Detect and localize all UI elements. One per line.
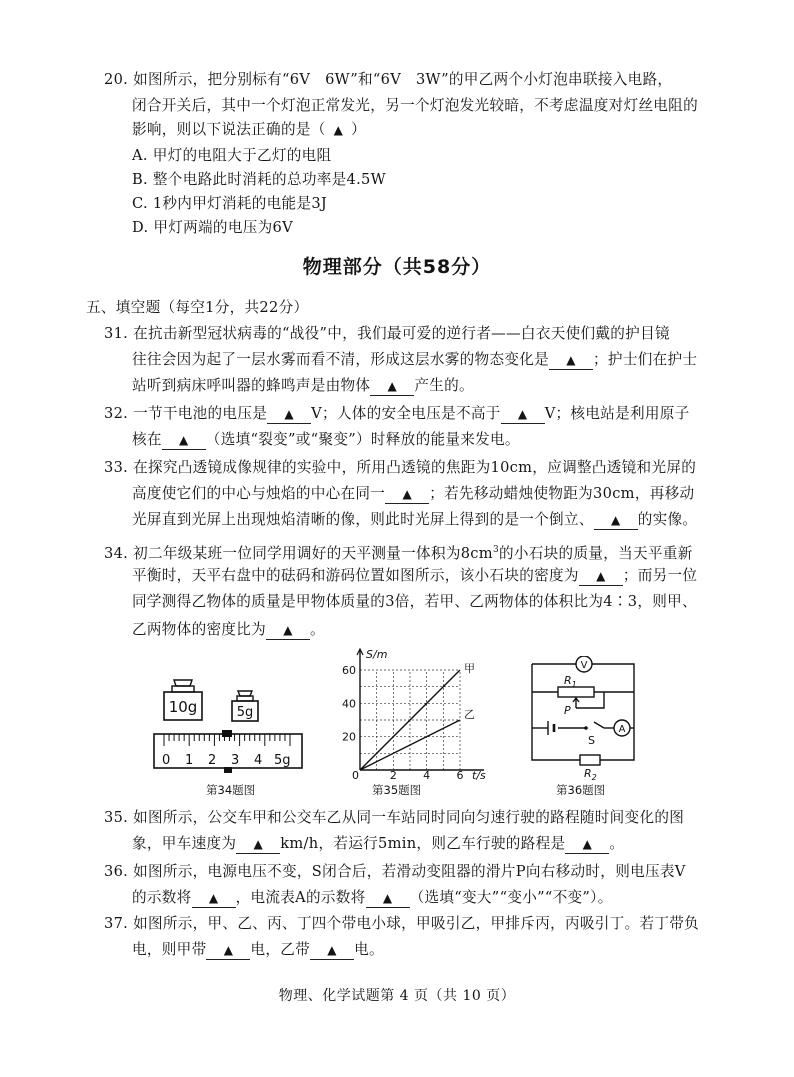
q20-line-1: 20. 如图所示，把分别标有“6V 6W”和“6V 3W”的甲乙两个小灯泡串联接入电路， [104, 71, 673, 88]
y-axis-label: S/m [366, 648, 388, 661]
y-tick-label: 60 [342, 664, 356, 677]
q20-line-3: 影响，则以下说法正确的是（ ▲ ） [132, 121, 367, 138]
q33-line-1: 33. 在探究凸透镜成像规律的实验中，所用凸透镜的焦距为10cm，应调整凸透镜和光屏的 [104, 459, 697, 476]
q34-line-4: 乙两物体的密度比为 ▲ 。 [132, 621, 325, 638]
svg-text:A: A [618, 724, 626, 735]
answer-blank: ▲ [501, 405, 545, 424]
section-title: 物理部分（共58分） [302, 256, 492, 278]
voltmeter-icon [576, 656, 592, 672]
svg-text:3: 3 [231, 753, 240, 768]
r1-label: $R_1$ [564, 674, 577, 689]
y-tick-label: 40 [342, 697, 356, 711]
chart-series [360, 662, 475, 770]
figure-34-caption: 第34题图 [206, 783, 256, 797]
weight-10g [164, 680, 202, 720]
svg-text:4: 4 [254, 753, 263, 768]
q31-line-3: 站听到病床呼叫器的蜂鸣声是由物体 ▲ 产生的。 [132, 377, 474, 394]
answer-blank: ▲ [236, 835, 280, 854]
page-footer: 物理、化学试题第 4 页（共 10 页） [278, 988, 516, 1004]
answer-blank: ▲ [162, 431, 206, 450]
switch-label: S [588, 734, 595, 747]
q32-line-2: 核在 ▲ （选填“裂变”或“聚变”）时释放的能量来发电。 [132, 431, 520, 448]
y-tick-label: 20 [342, 730, 356, 744]
q20-line-2: 闭合开关后，其中一个灯泡正常发光，另一个灯泡发光较暗，不考虑温度对灯丝电阻的 [132, 97, 698, 114]
figure-34-balance [150, 668, 310, 784]
answer-blank: ▲ [385, 485, 429, 504]
x-tick-label: 6 [456, 769, 464, 780]
q20-option-c: C. 1秒内甲灯消耗的电能是3J [132, 195, 328, 212]
ammeter-icon [614, 720, 630, 736]
figure-35-chart [336, 646, 496, 780]
slider-p-label: P [564, 704, 571, 717]
q34-line-1: 34. 初二年级某班一位同学用调好的天平测量一体积为$8cm^3$的小石块的质量，当天平重新 [104, 544, 693, 562]
q35-line-2: 象，甲车速度为 ▲ km/h，若运行5min，则乙车行驶的路程是 ▲ 。 [132, 835, 625, 852]
q35-line-1: 35. 如图所示，公交车甲和公交车乙从同一车站同时同向匀速行驶的路程随时间变化的图 [104, 809, 685, 826]
x-axis-label: t/s [472, 769, 486, 780]
q33-line-3: 光屏直到光屏上出现烛焰清晰的像，则此时光屏上得到的是一个倒立、 ▲ 的实像。 [132, 511, 698, 528]
answer-blank: ▲ [594, 511, 638, 530]
origin-label: 0 [352, 769, 359, 780]
q33-line-2: 高度使它们的中心与烛焰的中心在同一 ▲ ；若先移动蜡烛使物距为30cm，再移动 [132, 485, 695, 502]
q37-line-1: 37. 如图所示，甲、乙、丙、丁四个带电小球，甲吸引乙，甲排斥丙，丙吸引丁。若丁带负 [104, 915, 700, 932]
answer-blank: ▲ [565, 835, 609, 854]
svg-text:V: V [580, 660, 588, 671]
q20-option-b: B. 整个电路此时消耗的总功率是4.5W [132, 171, 386, 188]
figure-35-caption: 第35题图 [372, 783, 422, 797]
weight-5g [232, 691, 258, 721]
part-five-heading: 五、填空题（每空1分，共22分） [86, 299, 309, 316]
x-tick-label: 4 [423, 769, 431, 780]
figure-36-circuit [524, 656, 644, 780]
series-label: 甲 [464, 662, 475, 675]
q34-line-3: 同学测得乙物体的质量是甲物体质量的3倍，若甲、乙两物体的体积比为4∶3，则甲、 [132, 593, 697, 610]
x-tick-label: 2 [389, 769, 397, 780]
q36-line-2: 的示数将 ▲ ，电流表A的示数将 ▲ （选填“变大”“变小”“不变”）。 [132, 889, 613, 906]
svg-text:5g: 5g [236, 705, 254, 720]
q31-line-2: 往往会因为起了一层水雾而看不清，形成这层水雾的物态变化是 ▲ ；护士们在护士 [132, 351, 698, 368]
svg-text:0: 0 [162, 753, 171, 768]
rider-scale [154, 730, 302, 773]
figure-36-caption: 第36题图 [556, 783, 606, 797]
q37-line-2: 电，则甲带 ▲ 电，乙带 ▲ 电。 [132, 941, 384, 958]
svg-text:2: 2 [208, 753, 217, 768]
series-label: 乙 [464, 708, 475, 721]
answer-blank: ▲ [549, 351, 593, 370]
q20-option-d: D. 甲灯两端的电压为6V [132, 219, 293, 236]
answer-blank: ▲ [266, 621, 310, 640]
q34-line-2: 平衡时，天平右盘中的砝码和游码位置如图所示，该小石块的密度为 ▲ ；而另一位 [132, 567, 698, 584]
answer-blank: ▲ [366, 889, 410, 908]
q36-line-1: 36. 如图所示，电源电压不变，S闭合后，若滑动变阻器的滑片P向右移动时，则电压表V [104, 863, 686, 880]
q20-option-a: A. 甲灯的电阻大于乙灯的电阻 [132, 147, 332, 164]
rider-marker [222, 730, 232, 737]
answer-blank: ▲ [267, 405, 311, 424]
answer-blank: ▲ [310, 941, 354, 960]
answer-blank: ▲ [192, 889, 236, 908]
series-line-yi [360, 720, 460, 770]
q31-line-1: 31. 在抗击新型冠状病毒的“战役”中，我们最可爱的逆行者——白衣天使们戴的护目镜 [104, 325, 670, 342]
answer-blank: ▲ [206, 941, 250, 960]
svg-text:1: 1 [185, 753, 194, 768]
answer-blank: ▲ [370, 377, 414, 396]
svg-text:10g: 10g [168, 698, 198, 716]
r2-label: $R_2$ [584, 767, 597, 780]
svg-text:5g: 5g [274, 753, 291, 768]
answer-blank: ▲ [579, 567, 623, 586]
q32-line-1: 32. 一节干电池的电压是 ▲ V；人体的安全电压是不高于 ▲ V；核电站是利用原子 [104, 405, 690, 422]
